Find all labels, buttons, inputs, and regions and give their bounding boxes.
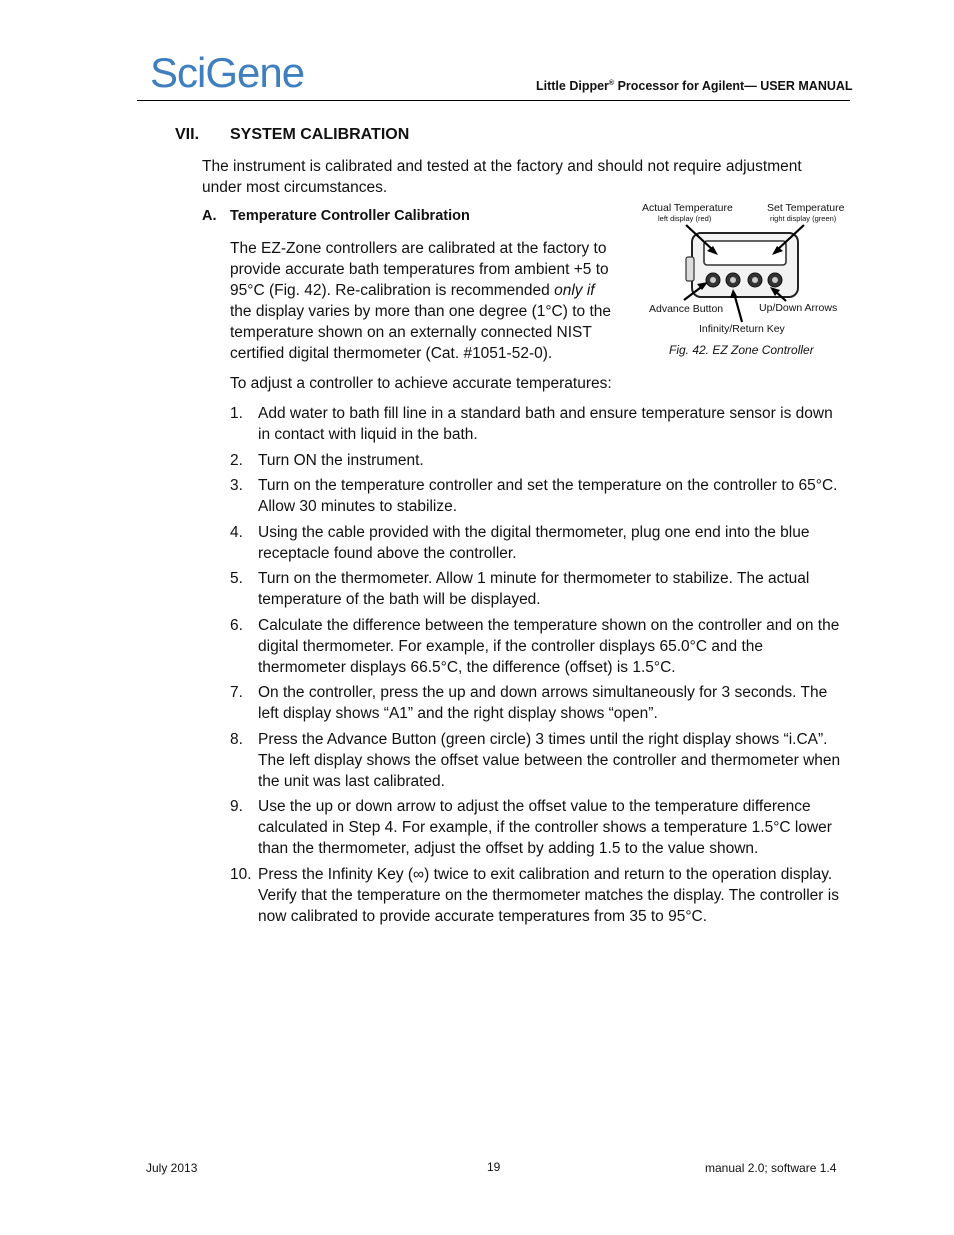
header-divider [137, 100, 850, 101]
step-number: 1. [230, 405, 243, 422]
step-number: 9. [230, 798, 243, 815]
controller-side-tab [686, 257, 694, 281]
step-text: Turn on the thermometer. Allow 1 minute for thermometer to stabilize. The actual temperature of the bath will be displayed. [258, 570, 810, 608]
step-text: Add water to bath fill line in a standard bath and ensure temperature sensor is down in contact with liquid in the bath. [258, 405, 833, 443]
product-name: Little Dipper [536, 79, 609, 93]
advance-button-label: Advance Button [649, 303, 724, 315]
step-number: 4. [230, 524, 243, 541]
step-text: On the controller, press the up and down arrows simultaneously for 3 seconds. The left display shows “A1” and the right display shows “open”. [258, 684, 828, 722]
step-number: 8. [230, 731, 243, 748]
header-title-rest: Processor for Agilent— USER MANUAL [614, 79, 853, 93]
set-temperature-sublabel: right display (green) [770, 214, 837, 223]
step-text: Calculate the difference between the temperature shown on the controller and on the digital thermometer. For example, if the controller displays 65.0°C and the thermometer displays 66.5°C, the difference (offset) is 1.5°C. [258, 617, 840, 676]
actual-temperature-label: Actual Temperature [642, 202, 733, 214]
calibration-paragraph [230, 238, 620, 364]
procedure-lead: To adjust a controller to achieve accurate temperatures: [230, 375, 612, 392]
calibration-text-2: the display varies by more than one degree (1°C) to the temperature shown on an externally connected NIST certified digital thermometer (Cat. #1051-52-0). [230, 303, 611, 362]
calibration-emphasis: only if [554, 282, 595, 299]
step-number: 5. [230, 570, 243, 587]
page-number: 19 [487, 1160, 501, 1174]
step-text: Turn ON the instrument. [258, 452, 424, 469]
step-number: 2. [230, 452, 243, 469]
section-title: SYSTEM CALIBRATION [230, 126, 410, 143]
scigene-logo: SciGene [150, 49, 305, 96]
calibration-text-1: The EZ-Zone controllers are calibrated at the factory to provide accurate bath temperatures from ambient +5 to 95°C (Fig. 42). Re-calibration is recommended [230, 240, 609, 299]
footer-date: July 2013 [146, 1161, 198, 1175]
step-text: Use the up or down arrow to adjust the offset value to the temperature difference calculated in Step 4. For example, if the controller shows a temperature 1.5°C lower than the thermometer, adjust the offset by adding 1.5 to the value shown. [258, 798, 832, 857]
step-number: 3. [230, 477, 243, 494]
header-title [536, 79, 853, 93]
section-number: VII. [175, 126, 200, 143]
step-text: Press the Infinity Key (∞) twice to exit calibration and return to the operation display. Verify that the temperature on the thermometer matches the display. The controller is now calibrated to provide accurate temperatures from 35 to 95°C. [258, 866, 839, 925]
intro-paragraph: The instrument is calibrated and tested at the factory and should not require adjustment under most circumstances. [202, 158, 802, 196]
set-temperature-label: Set Temperature [767, 202, 845, 214]
step-text: Using the cable provided with the digital thermometer, plug one end into the blue receptacle found above the controller. [258, 524, 810, 562]
subsection-letter: A. [202, 208, 217, 224]
footer-version: manual 2.0; software 1.4 [705, 1161, 837, 1175]
actual-temperature-sublabel: left display (red) [658, 214, 712, 223]
step-text: Turn on the temperature controller and set the temperature on the controller to 65°C. Allow 30 minutes to stabilize. [258, 477, 838, 515]
updown-arrows-label: Up/Down Arrows [759, 302, 838, 314]
infinity-key-label: Infinity/Return Key [699, 323, 785, 335]
ez-zone-controller-figure [636, 195, 856, 345]
subsection-title: Temperature Controller Calibration [230, 208, 470, 224]
step-number: 10. [230, 866, 252, 883]
step-text: Press the Advance Button (green circle) 3 times until the right display shows “i.CA”. The left display shows the offset value between the controller and thermometer when the unit was last calibrated. [258, 731, 841, 790]
figure-caption: Fig. 42. EZ Zone Controller [669, 343, 814, 357]
registered-mark: ® [608, 79, 615, 87]
step-number: 7. [230, 684, 243, 701]
step-number: 6. [230, 617, 243, 634]
